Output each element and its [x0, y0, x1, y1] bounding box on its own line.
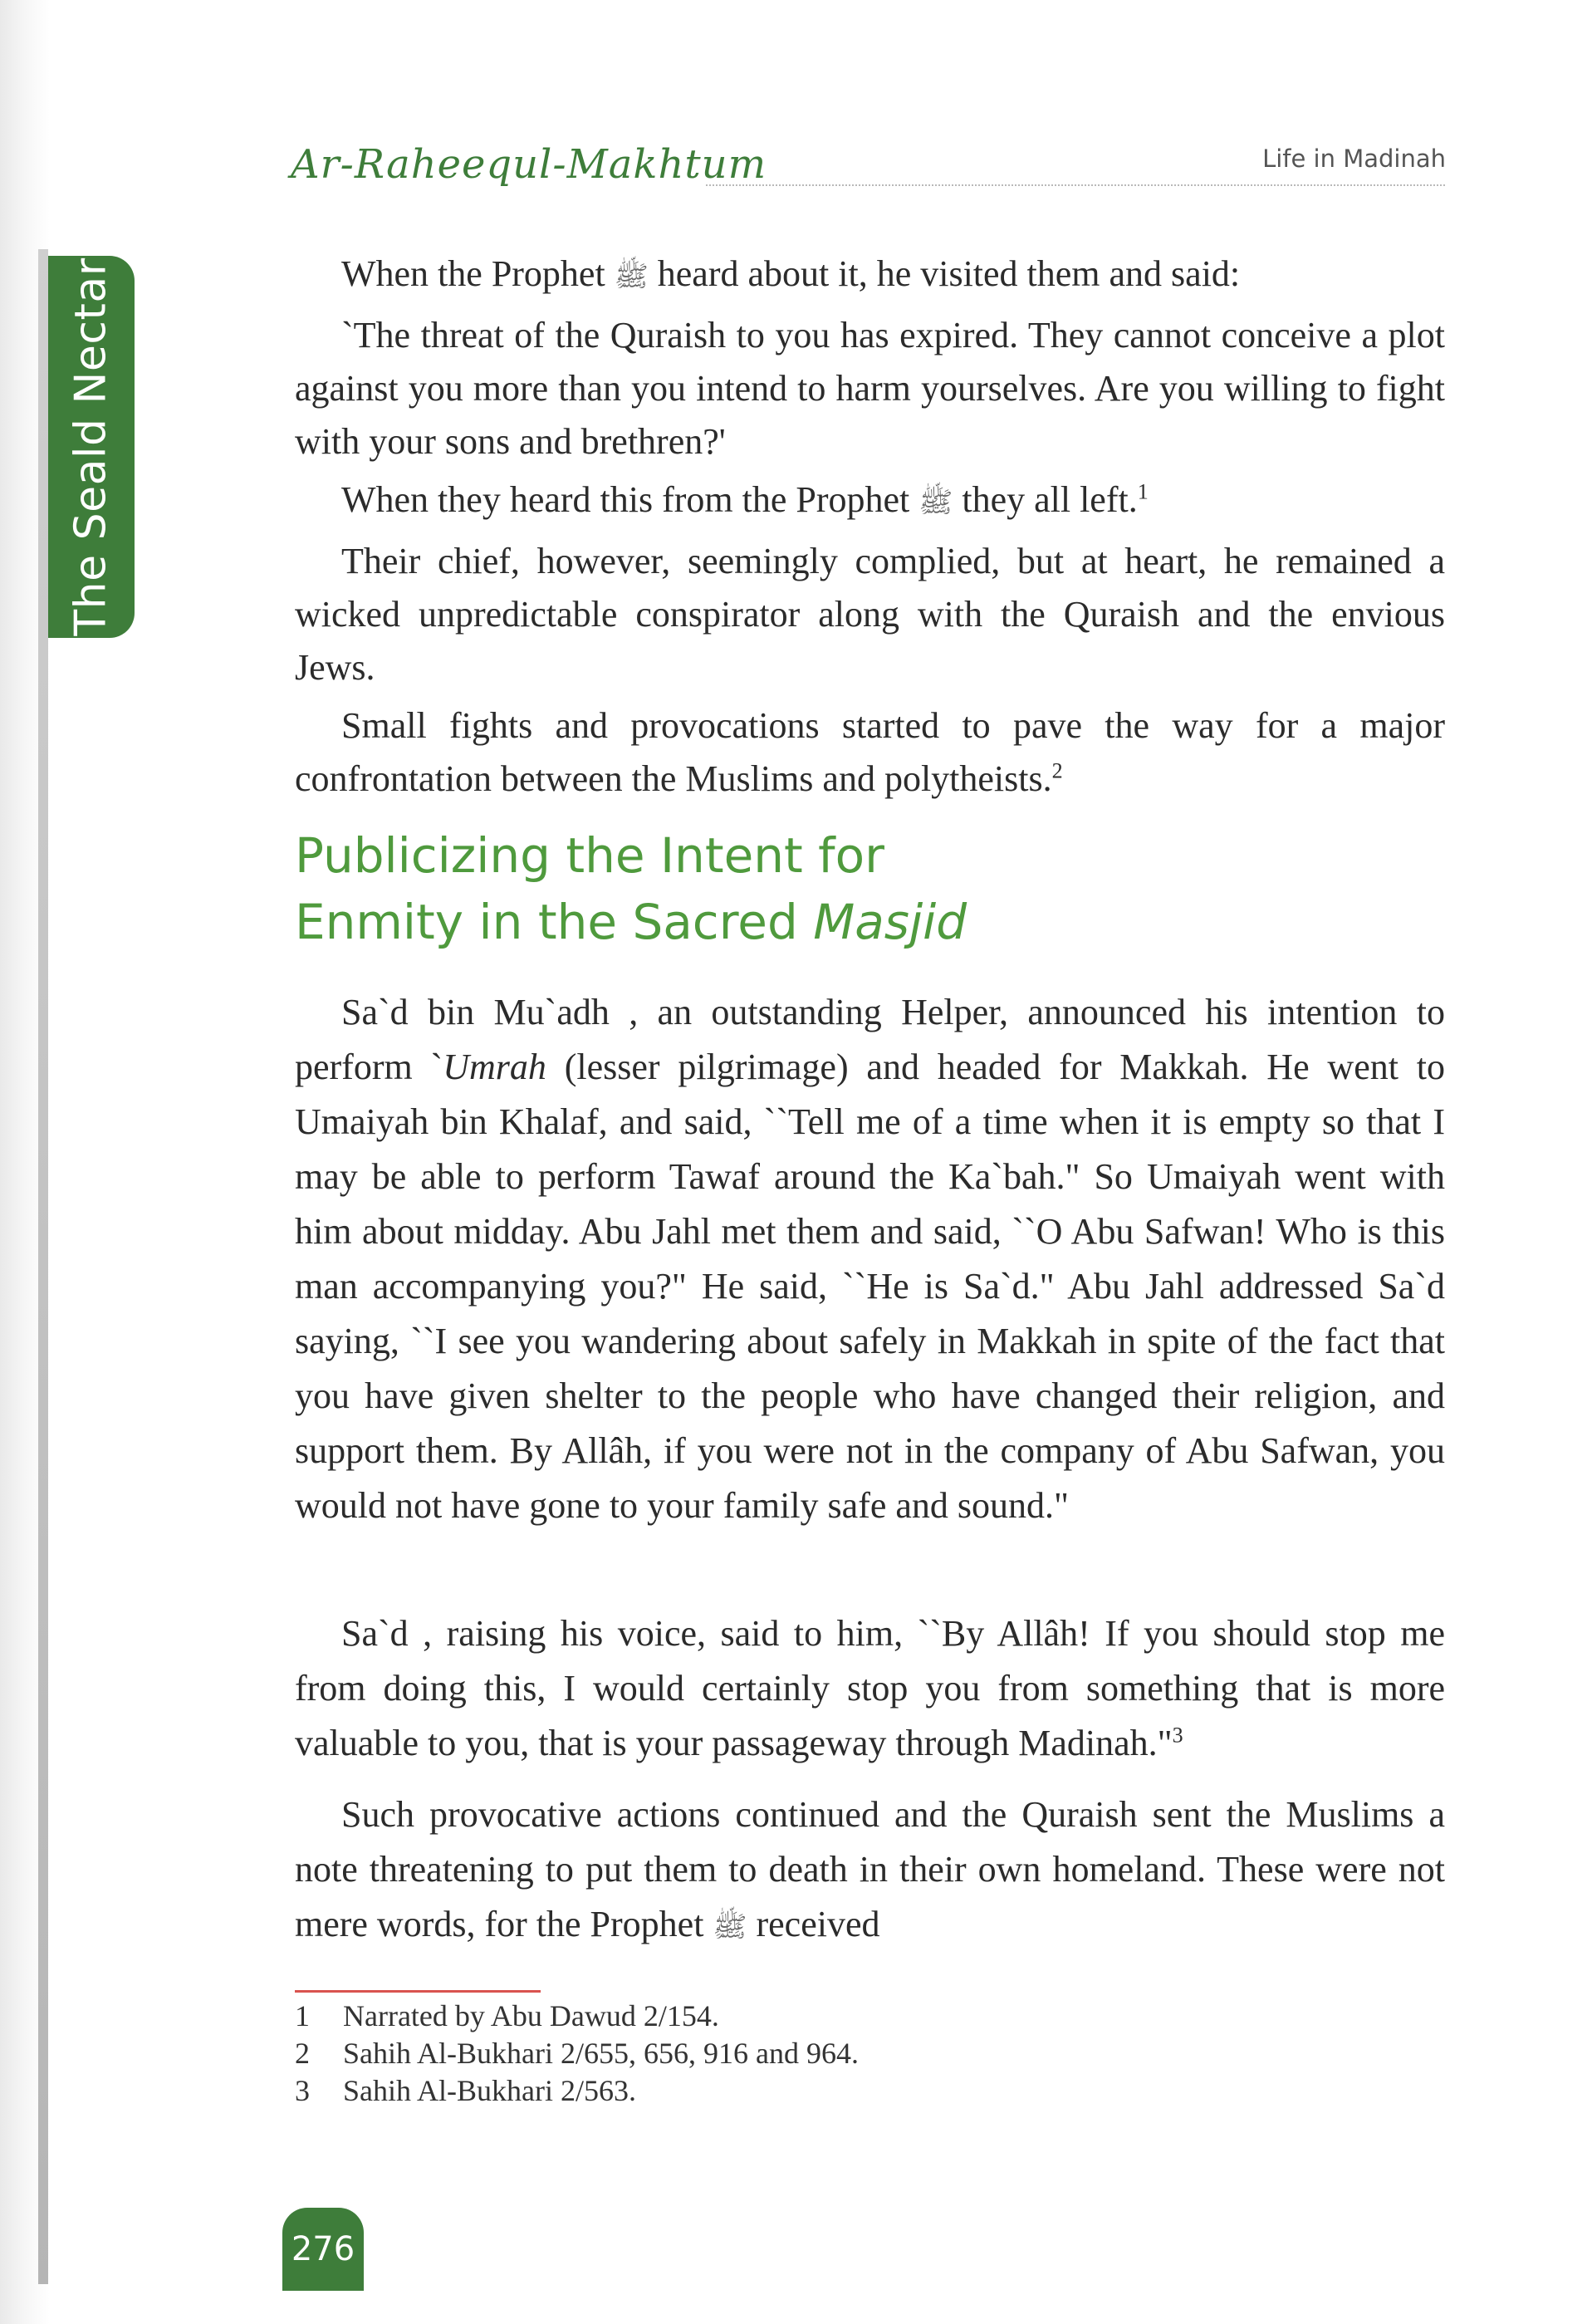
paragraph [295, 473, 1445, 530]
section-heading [295, 822, 1445, 955]
paragraph [295, 248, 1445, 304]
header-dotted-rule [706, 184, 1445, 186]
paragraph-text: received [756, 1904, 880, 1944]
salutation-glyph: ﷺ [713, 1912, 747, 1943]
footnote-ref[interactable]: 3 [1172, 1723, 1183, 1748]
paragraph-text: When the Prophet [341, 253, 605, 294]
paragraph-text: they all left. [962, 479, 1138, 520]
paragraph [295, 1787, 1445, 1955]
section-heading-line: Enmity in the Sacred Masjid [295, 894, 967, 950]
footnote [295, 2072, 1445, 2110]
paragraph-text: When they heard this from the Prophet [341, 479, 910, 520]
footnote-number: 3 [295, 2074, 310, 2107]
side-margin-rule [38, 249, 48, 2284]
paragraph-text: Small fights and provocations started to pave the way for a major confrontation between the Muslims and polytheists. [295, 705, 1445, 799]
footnote [295, 1998, 1445, 2035]
paragraph [295, 1606, 1445, 1771]
paragraph [295, 985, 1445, 1533]
paragraph-text: heard about it, he visited them and said: [657, 253, 1241, 294]
page-number: 276 [282, 2208, 364, 2291]
paragraph-text: (lesser pilgrimage) and headed for Makkah. He went to Umaiyah bin Khalaf, and said, ``Tell me of a time when it is empty so that I may be able to perform Tawaf around the Ka`bah." So Umaiyah went with him about midday. Abu Jahl met them and said, ``O Abu Safwan! Who is this man accompanying you?" He said, ``He is Sa`d." Abu Jahl addressed Sa`d saying, ``I see you wandering about safely in Makkah in spite of the fact that you have given shelter to the people who have changed their religion, and support them. By Allâh, if you were not in the company of Abu Safwan, you would not have gone to your family safe and sound." [295, 1047, 1445, 1526]
salutation-glyph: ﷺ [614, 262, 649, 292]
footnote-ref[interactable]: 1 [1137, 479, 1149, 504]
footnote-number: 2 [295, 2037, 310, 2070]
footnote [295, 2035, 1445, 2072]
italic-term: Umrah [443, 1047, 546, 1087]
footnote-ref[interactable]: 2 [1051, 758, 1063, 783]
side-tab-label: The Seald Nectar [66, 257, 116, 636]
paragraph: `The threat of the Quraish to you has expired. They cannot conceive a plot against you more than you intend to harm yourselves. Are you willing to fight with your sons and brethren?' [295, 315, 1445, 462]
salutation-glyph: ﷺ [918, 488, 953, 518]
footnote-number: 1 [295, 1999, 310, 2032]
running-header-chapter: Life in Madinah [1262, 145, 1446, 173]
footnote-text: Sahih Al-Bukhari 2/563. [343, 2074, 636, 2107]
footnote-text: Sahih Al-Bukhari 2/655, 656, 916 and 964. [343, 2037, 859, 2070]
running-header-book-title: Ar-Raheequl-Makhtum [291, 141, 767, 188]
footnote-rule [295, 1990, 541, 1993]
paragraph-text: Such provocative actions continued and the Quraish sent the Muslims a note threatening to put them to death in their own homeland. These were not mere words, for the Prophet [295, 1794, 1445, 1944]
footnotes [295, 1998, 1445, 2110]
section-heading-line: Publicizing the Intent for [295, 827, 884, 884]
footnote-text: Narrated by Abu Dawud 2/154. [343, 1999, 719, 2032]
paragraph-text: Sa`d , raising his voice, said to him, ``By Allâh! If you should stop me from doing this, I would certainly stop you from something that is more valuable to you, that is your passageway through Madinah." [295, 1613, 1445, 1763]
paragraph-text: Sa`d bin Mu`adh , an outstanding Helper, announced his intention to perform ` [295, 992, 1445, 1087]
paragraph [295, 699, 1445, 806]
paragraph: Their chief, however, seemingly complied, but at heart, he remained a wicked unpredictable conspirator along with the Quraish and the envious Jews. [295, 541, 1445, 688]
